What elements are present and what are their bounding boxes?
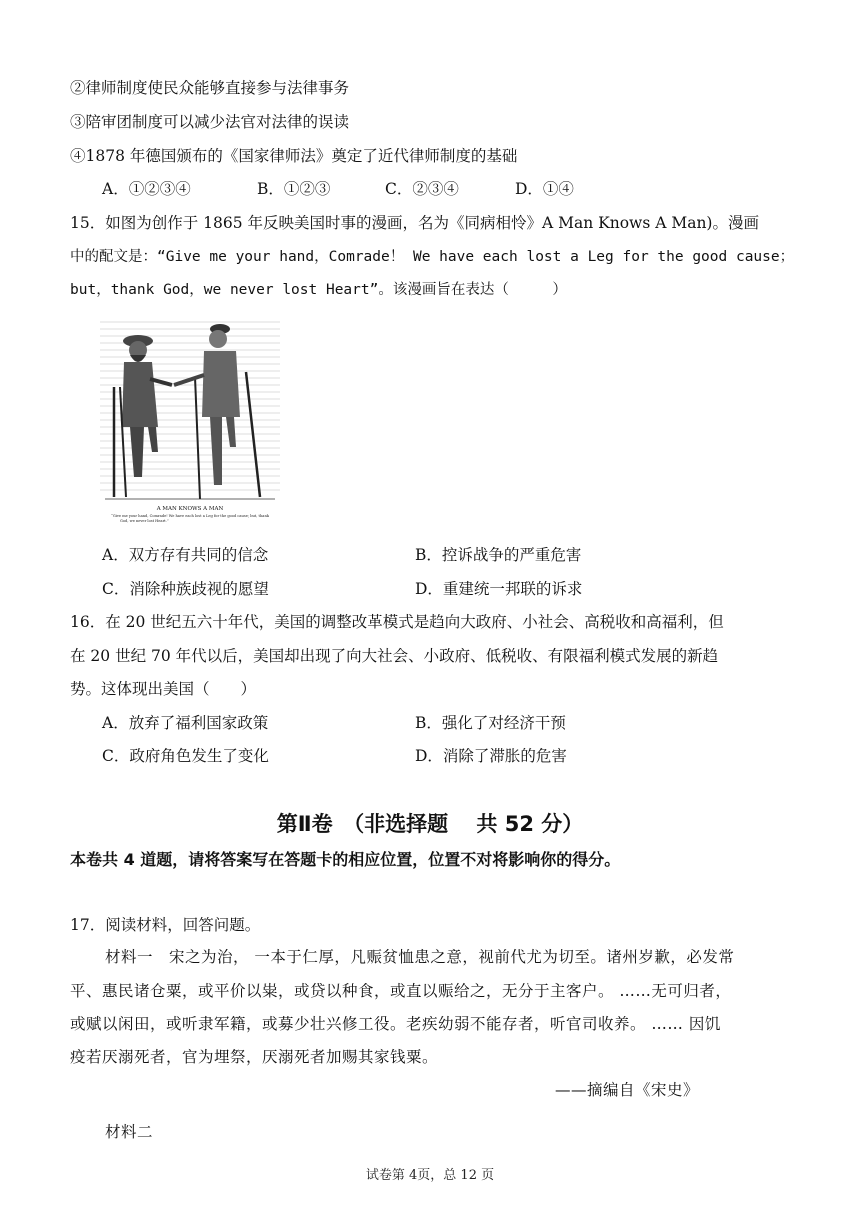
q17-material2-label: 材料二: [105, 1123, 154, 1141]
q16-option-d[interactable]: D．消除了滞胀的危害: [415, 747, 567, 765]
q16-options-row1: [102, 712, 566, 734]
q14-option-d[interactable]: D．①④: [515, 180, 574, 198]
q16-stem-line3: 势。这体现出美国（ ）: [70, 680, 257, 698]
q16-stem-line2: 在 20 世纪 70 年代以后，美国却出现了向大社会、小政府、低税收、有限福利模式发展的新趋: [70, 647, 719, 665]
q17-material1-line4: 疫若厌溺死者，官为埋祭，厌溺死者加赐其家钱粟。: [70, 1048, 439, 1066]
q17-material1-line2: 平、惠民诸仓粟，或平价以粜，或贷以种食，或直以赈给之，无分于主客户。 ……无可归者，: [70, 982, 732, 1000]
q16-options-row2: [102, 745, 567, 767]
q17-material1-line3: 或赋以闲田，或听隶军籍，或募少壮兴修工役。老疾幼弱不能存者，听官司收养。 …… 因饥: [70, 1015, 721, 1033]
q14-option-c[interactable]: C．②③④: [385, 180, 459, 198]
q15-options-row1: [102, 544, 581, 566]
q15-option-b[interactable]: B．控诉战争的严重危害: [415, 546, 582, 564]
q16-option-b[interactable]: B．强化了对经济干预: [415, 714, 566, 732]
cartoon-caption: A MAN KNOWS A MAN: [156, 506, 224, 512]
cartoon-subcaption-line1: “Give me your hand, Comrade! We have each lost a Leg for the good cause; but, thank: [111, 514, 269, 518]
q15-stem-line2: 中的配文是：“Give me your hand，Comrade！ We have each lost a Leg for the good cause；: [70, 249, 795, 265]
cartoon-image: [100, 317, 280, 527]
q16-stem-line1: 16．在 20 世纪五六十年代，美国的调整改革模式是趋向大政府、小社会、高税收和高福利，但: [70, 613, 724, 631]
section-2-note: 本卷共 4 道题，请将答案写在答题卡的相应位置，位置不对将影响你的得分。: [70, 850, 621, 869]
q14-statement-2: ②律师制度使民众能够直接参与法律事务: [70, 79, 350, 97]
cartoon-subcaption-line2: God, we never lost Heart.”: [120, 519, 169, 523]
q14-statement-4: ④1878 年德国颁布的《国家律师法》奠定了近代律师制度的基础: [70, 147, 518, 165]
q15-stem-line3: but，thank God，we never lost Heart”。该漫画旨在表达（ ）: [70, 282, 567, 298]
q17-stem: 17．阅读材料，回答问题。: [70, 916, 261, 934]
page-footer: 试卷第 4页，总 12 页: [365, 1168, 495, 1183]
q15-stem-line1: 15．如图为创作于 1865 年反映美国时事的漫画，名为《同病相怜》A Man Knows A Man)。漫画: [70, 214, 759, 232]
q14-options: [102, 178, 574, 200]
q17-material1-source: ——摘编自《宋史》: [555, 1081, 700, 1099]
q17-material1-line1: 材料一 宋之为治， 一本于仁厚，凡赈贫恤患之意，视前代尤为切至。诸州岁歉，必发常: [105, 948, 735, 966]
q16-option-a[interactable]: A．放弃了福利国家政策: [102, 714, 269, 732]
section-2-title: 第Ⅱ卷 （非选择题 共 52 分）: [276, 812, 584, 836]
q14-option-b[interactable]: B．①②③: [257, 180, 331, 198]
q15-option-c[interactable]: C．消除种族歧视的愿望: [102, 580, 269, 598]
q16-option-c[interactable]: C．政府角色发生了变化: [102, 747, 269, 765]
q14-statement-3: ③陪审团制度可以减少法官对法律的误读: [70, 113, 350, 131]
q15-option-a[interactable]: A．双方存有共同的信念: [102, 546, 269, 564]
q14-option-a[interactable]: A．①②③④: [102, 180, 191, 198]
q15-options-row2: [102, 578, 582, 600]
q15-option-d[interactable]: D．重建统一邦联的诉求: [415, 580, 583, 598]
